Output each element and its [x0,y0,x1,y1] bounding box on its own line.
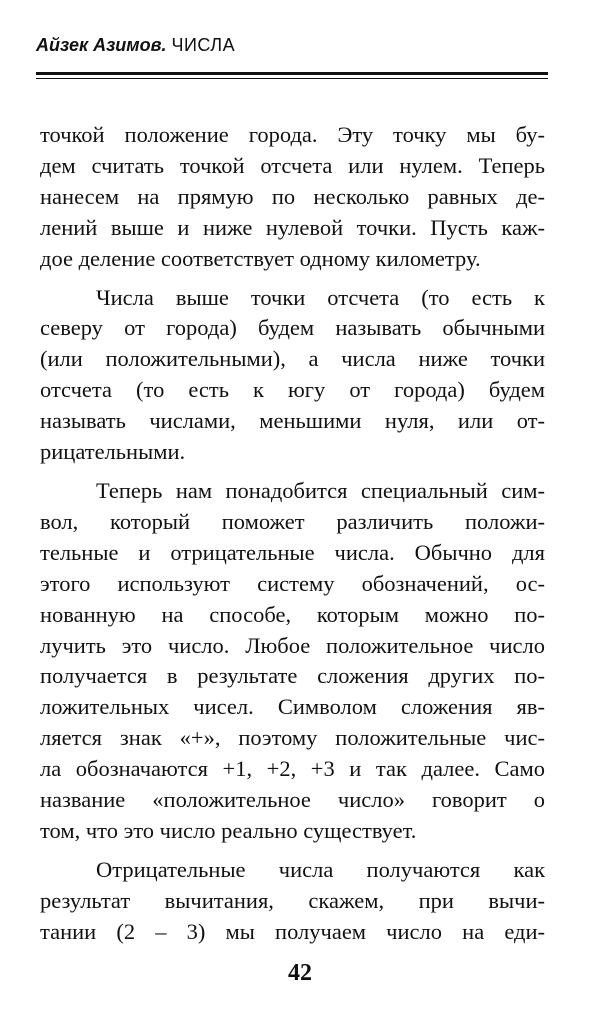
text-line: дем считать точкой отсчета или нулем. Теперь [40,152,545,178]
paragraph-4 [40,855,545,948]
text-line: называть числами, меньшими нуля, или от- [40,408,545,434]
text-line: Числа выше точки отсчета (то есть к [96,284,545,310]
running-head-author: Айзек Азимов. [36,35,167,55]
text-line: тельные и отрицательные числа. Обычно для [40,539,545,565]
running-head-title: ЧИСЛА [171,35,236,55]
paragraph-2 [40,283,545,468]
text-line: северу от города) будем называть обычными [40,315,545,341]
text-line: этого используют систему обозначений, ос- [40,570,545,596]
text-line: тании (2 – 3) мы получаем число на еди- [40,918,545,944]
paragraph-1 [40,120,545,275]
text-line: том, что это число реально существует. [40,817,417,843]
text-line: отсчета (то есть к югу от города) будем [40,377,545,403]
text-line: название «положительное число» говорит о [40,787,545,813]
text-line: точкой положение города. Эту точку мы бу- [40,122,545,147]
paragraph-3 [40,476,545,847]
text-line: Отрицательные числа получаются как [96,856,545,882]
text-line: лений выше и ниже нулевой точки. Пусть каж- [40,214,545,240]
body-text [40,120,545,956]
text-line: дое деление соответствует одному километру. [40,245,481,271]
text-line: получается в результате сложения других по- [40,663,545,689]
text-line: лучить это число. Любое положительное число [40,632,545,658]
text-line: рицательными. [40,439,186,465]
text-line: Теперь нам понадобится специальный сим- [96,477,545,503]
text-line: нанесем на прямую по несколько равных де- [40,183,545,209]
text-line: вол, который поможет различить положи- [40,508,545,534]
text-line: результат вычитания, скажем, при вычи- [40,887,545,913]
text-line: ложительных чисел. Символом сложения яв- [40,694,545,720]
header-rule-thin [36,78,548,79]
text-line: ляется знак «+», поэтому положительные чис- [40,725,545,751]
text-line: (или положительными), а числа ниже точки [40,346,545,372]
running-head [36,35,235,56]
header-rule-thick [36,72,548,75]
text-line: нованную на способе, которым можно по- [40,601,545,627]
page-number: 42 [288,960,312,986]
text-line: ла обозначаются +1, +2, +3 и так далее. Само [40,756,545,782]
